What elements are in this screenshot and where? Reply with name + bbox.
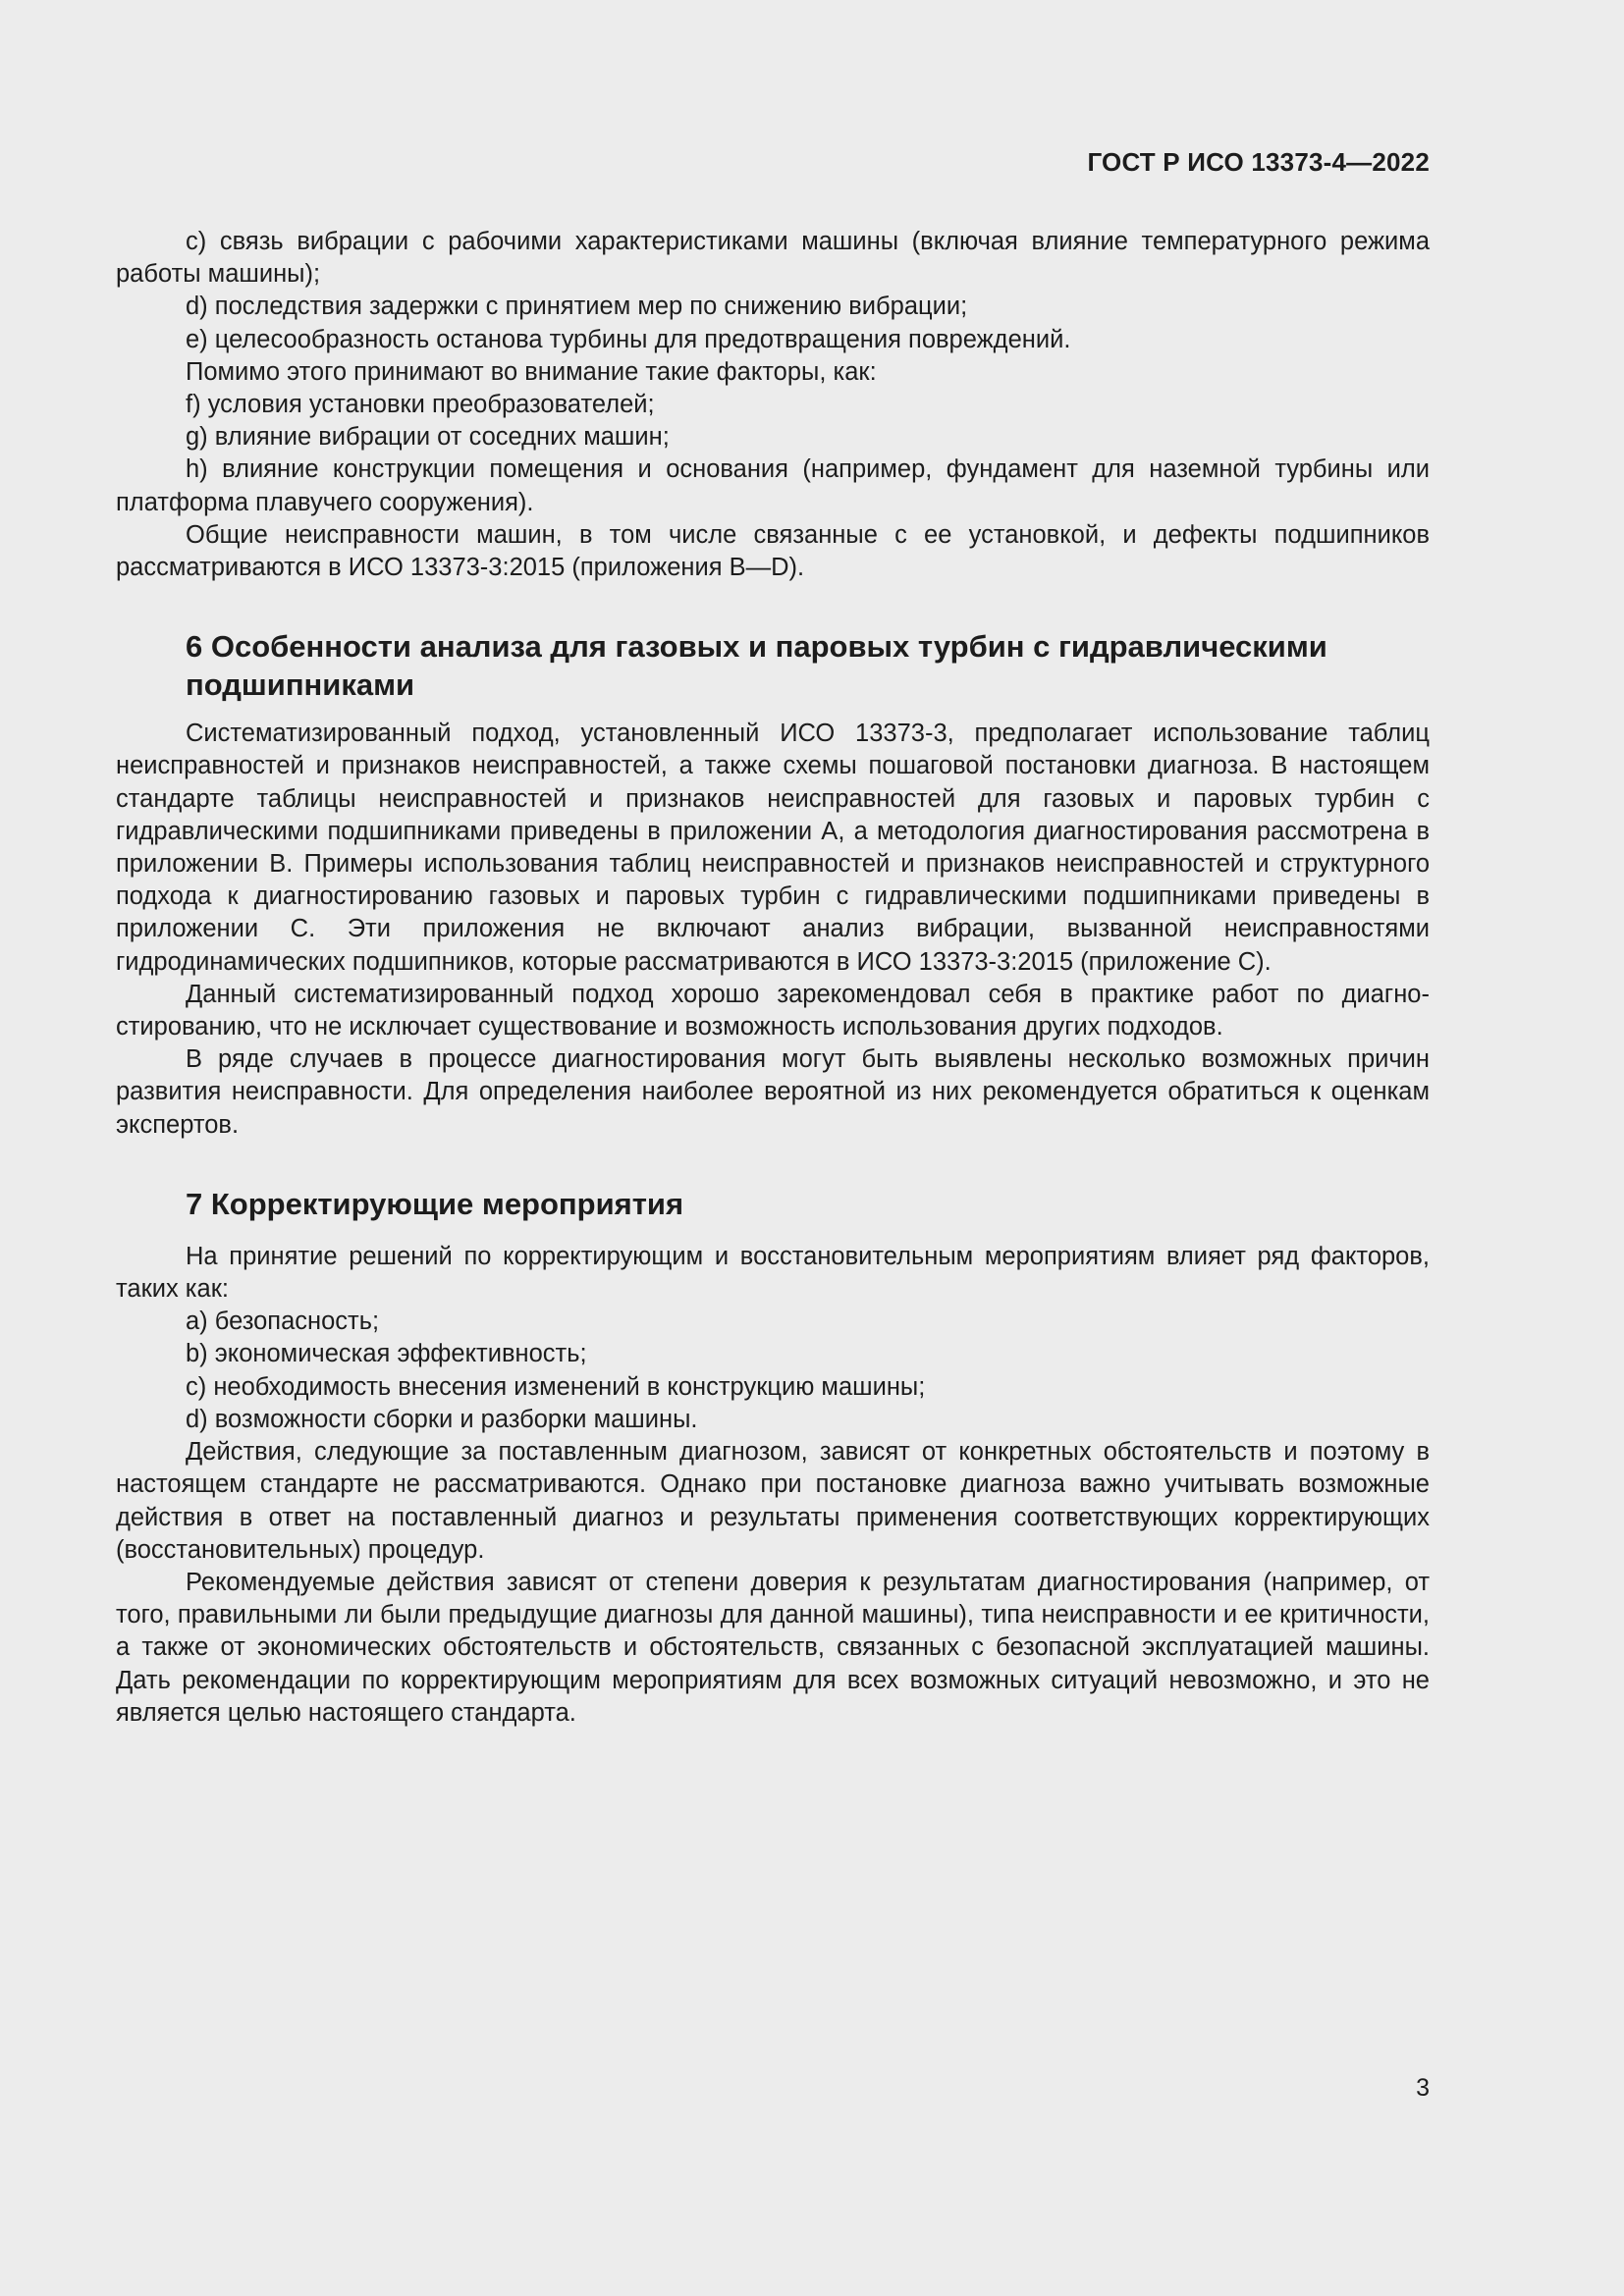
paragraph: Действия, следующие за поставленным диагнозом, зависят от конкретных обстоятельств и поэтому в настоящем стандарте не рассматриваются. Однако при постановке диагноза важно учитывать возможные действия в ответ на поставленный диагноз и результаты применения соответствующих корректирующих (восстановительных) процедур. [116,1438,1430,1564]
list-item-d: d) возможности сборки и разборки машины. [186,1405,698,1433]
document-page [116,0,1430,2296]
document-id-header: ГОСТ Р ИСО 13373-4—2022 [1087,147,1430,177]
section-7-heading: 7 Корректирующие мероприятия [186,1186,684,1221]
paragraph: Рекомендуемые действия зависят от степени доверия к результатам диагностирования (например, от того, правильными ли были предыдущие диагнозы для данной машины), типа неисправности и ее критичности, а также от экономических обстоятельств и обстоятельств, связанных с безопасной эксплуатацией машины. Дать рекомендации по корректирующим мероприятиям для всех возможных ситуаций невозможно, и это не является целью настоящего стандарта. [116,1568,1430,1727]
list-item-h: h) влияние конструкции помещения и основания (например, фундамент для наземной турбины или платформа плавучего сооружения). [116,455,1430,516]
list-item-a: а) безопасность; [186,1308,380,1336]
section-5-continuation [116,226,1430,584]
list-item-e: е) целесообразность останова турбины для предотвращения повреждений. [186,325,1071,353]
list-item-c: с) связь вибрации с рабочими характеристиками машины (включая влияние температурного режима работы машины); [116,228,1430,289]
section-7-body [116,1241,1430,1730]
list-item-b: b) экономическая эффективность; [186,1340,587,1368]
paragraph: На принятие решений по корректирующим и восстановительным мероприятиям влияет ряд факторов, таких как: [116,1242,1430,1304]
paragraph: В ряде случаев в процессе диагностирования могут быть выявлены несколько возможных причин развития неисправности. Для определения наиболее вероятной из них рекомендуется обратиться к оценкам экспертов. [116,1045,1430,1139]
paragraph: Данный систематизированный подход хорошо зарекомендовал себя в практике работ по диагностированию, что не исключает существование и возможность использования других подходов. [116,980,1430,1041]
list-item-f: f) условия установки преобразователей; [186,391,655,419]
list-item-c: с) необходимость внесения изменений в конструкцию машины; [186,1372,926,1401]
document-body [116,226,1430,1730]
general-faults-paragraph: Общие неисправности машин, в том числе связанные с ее установкой, и дефекты подшипников рассматриваются в ИСО 13373-3:2015 (приложения В—D). [116,520,1430,582]
section-6-heading: 6 Особенности анализа для газовых и паровых турбин с гидравлическими подшипниками [186,629,1327,703]
list-item-d: d) последствия задержки с принятием мер по снижению вибрации; [186,293,968,321]
section-6-body [116,718,1430,1142]
list-item-g: g) влияние вибрации от соседних машин; [186,423,670,452]
paragraph: Систематизированный подход, установленный ИСО 13373-3, предполагает использование таблиц неисправностей и признаков неисправностей, а также схемы пошаговой постановки диагноза. В настоящем стандарте таблицы неисправностей и признаков неисправностей для газовых и паровых турбин с гидравлическими подшипниками приведены в приложении А, а методология диагностирования рассмотрена в приложении В. Примеры использования таблиц неисправностей и признаков неисправностей и структурного подхода к диагностированию газовых и паровых турбин с гидравлическими подшипниками приведены в приложении С. Эти приложения не включают анализ вибрации, вызванной неисправностями гидродинамических подшипников, которые рассматриваются в ИСО 13373-3:2015 (приложение С). [116,720,1430,976]
page-number: 3 [1416,2074,1430,2102]
factors-intro: Помимо этого принимают во внимание такие факторы, как: [186,357,877,386]
